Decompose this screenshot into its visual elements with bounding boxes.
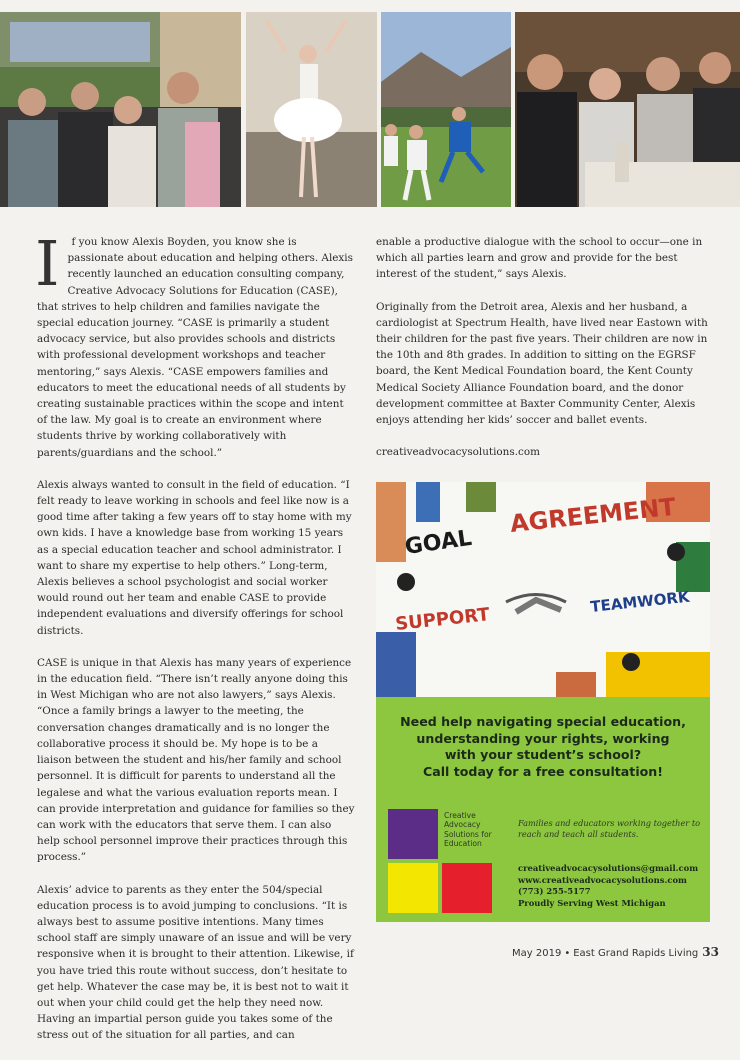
teamwork-collage-illustration <box>376 482 710 697</box>
collage-word-agreement: AGREEMENT <box>508 492 677 538</box>
logo-red-square <box>442 863 492 913</box>
logo-yellow-square <box>388 863 438 913</box>
family-at-restaurant-photo <box>515 12 740 207</box>
headline-line: understanding your rights, working <box>416 730 670 746</box>
ad-tagline: Families and educators working together to reach and teach all students. <box>518 818 701 839</box>
logo-text-line: Education <box>444 839 482 849</box>
headline-line: Need help navigating special education, <box>400 714 686 729</box>
service-area: Proudly Serving West Michigan <box>518 897 666 908</box>
logo-text-line: Solutions for <box>444 829 492 839</box>
collage-word-support: SUPPORT <box>394 604 491 635</box>
soccer-game-photo <box>381 12 511 207</box>
article-right-column <box>376 234 712 476</box>
article-paragraph: CASE is unique in that Alexis has many years of experience in the education field. “There isn’t really anyone doing this in West Michigan who are not also lawyers,” says Alexis. “Once a family brings a lawyer to the meeting, the conversation changes dramatically and is no longer the collaborative process it should be. My hope is to be a liaison between the student and his/her family and school personnel. It is difficult for parents to understand all the legalese and what the various evaluation reports mean. I can provide interpretation and guidance for families so they can work with the educators that serve them. I can also help school personnel improve their practices through this process.” <box>37 656 355 864</box>
collage-word-goal: GOAL <box>403 525 474 560</box>
photo-strip <box>0 12 740 207</box>
case-logo <box>388 809 496 913</box>
page-footer <box>512 945 734 959</box>
headline-line: with your student’s school? <box>444 747 642 762</box>
ballet-dancer-photo <box>246 12 377 207</box>
article-paragraph: Alexis always wanted to consult in the field of education. “I felt ready to leave working in schools and feel like now is a good time after taking a few years off to stay home with my own kids. I have a knowledge base from working 15 years as a special education teacher and school administrator. I want to share my expertise to help others.” Long-term, Alexis believes a school psychologist and social worker would round out her team and enable CASE to provide independent evaluations and diversify offerings for school districts. <box>37 478 352 637</box>
family-at-museum-photo <box>0 12 241 207</box>
drop-cap: I <box>35 227 60 300</box>
collage-word-teamwork: TEAMWORK <box>589 587 691 616</box>
article-paragraph: Originally from the Detroit area, Alexis and her husband, a cardiologist at Spectrum Health, have lived near Eastown with their children for the past five years. Their children are now in the 10th and 8th grades. In addition to sitting on the EGRSF board, the Kent Medical Foundation board, the Kent County Medical Society Alliance Foundation board, and the donor development committee at Baxter Community Center, Alexis enjoys attending her kids’ soccer and ballet events. <box>376 300 708 427</box>
headline-line: Call today for a free consultation! <box>423 763 663 779</box>
article-paragraph: Alexis’ advice to parents as they enter the 504/special education process is to avoid jumping to conclusions. “It is always best to assume positive intentions. Many times school staff are simply unaware of an issue and will be very responsive when it is brought to their attention. Likewise, if you have tried this route without success, don’t hesitate to get help. Whatever the case may be, it is best not to wait it out when your child could get the help they need now. Having an impartial person guide you takes some of the stress out of the situation for all parties, and can <box>37 883 354 1042</box>
paragraph-text: f you know Alexis Boyden, you know she is passionate about education and helping others. Alexis recently launched an education consulting company, Creative Advocacy Solutions for Education (CASE), that strives to help children and families navigate the special education journey. “CASE is primarily a student advocacy service, but also provides schools and districts with professional development workshops and teacher mentoring,” says Alexis. “CASE empowers families and educators to meet the educational needs of all students by creating sustainable practices within the scope and intent of the law. My goal is to create an environment where students thrive by working collaboratively with parents/guardians and the school.” <box>37 236 353 459</box>
logo-text-line: Creative <box>444 811 476 820</box>
case-advertisement <box>376 482 710 922</box>
ad-contact-info <box>518 863 708 909</box>
logo-text-line: Advocacy <box>444 820 481 830</box>
contact-email[interactable]: creativeadvocacysolutions@gmail.com <box>518 863 699 873</box>
contact-phone[interactable]: (773) 255-5177 <box>518 886 591 897</box>
article-left-column <box>35 227 355 1060</box>
logo-purple-square <box>388 809 438 859</box>
contact-website[interactable]: www.creativeadvocacysolutions.com <box>518 874 687 885</box>
article-paragraph <box>35 227 355 461</box>
article-paragraph: enable a productive dialogue with the school to occur—one in which all parties learn and grow and provide for the best interest of the student,” says Alexis. <box>376 236 703 281</box>
magazine-name: East Grand Rapids Living <box>573 948 699 959</box>
page-number: 33 <box>702 945 719 959</box>
issue-date: May 2019 <box>512 948 562 959</box>
logo-text <box>444 811 500 849</box>
ad-headline <box>376 714 710 780</box>
separator-dot: • <box>564 948 571 959</box>
website-link[interactable]: creativeadvocacysolutions.com <box>376 446 540 459</box>
